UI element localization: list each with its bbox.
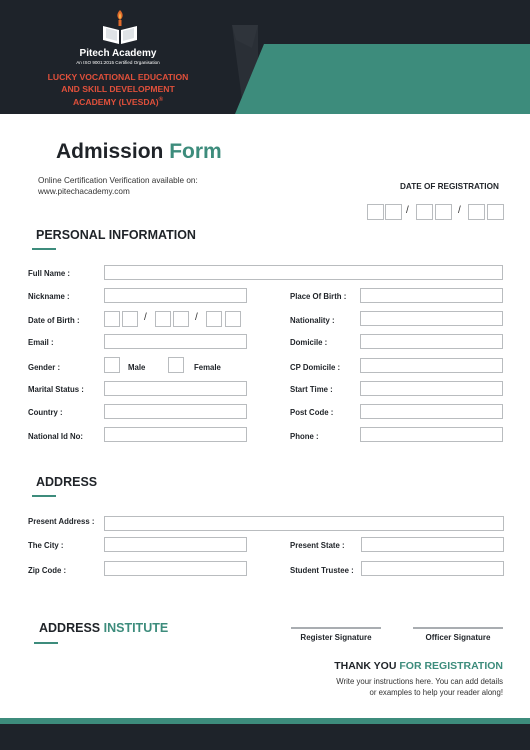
- address-heading: ADDRESS: [36, 475, 98, 489]
- present-state-field[interactable]: [361, 537, 504, 552]
- nationality-field[interactable]: [360, 311, 503, 326]
- reg-date-separator: /: [458, 205, 461, 216]
- reg-year-digit-2[interactable]: [487, 204, 504, 220]
- org-cert-text: An ISO 9001:2015 Certified Organisation: [76, 60, 160, 65]
- post-code-label: Post Code :: [290, 408, 334, 417]
- footer-bar: [0, 724, 530, 750]
- present-state-label: Present State :: [290, 541, 345, 550]
- register-signature-label: Register Signature: [300, 633, 372, 642]
- org-full-line1: LUCKY VOCATIONAL EDUCATION: [47, 72, 189, 82]
- register-signature-line[interactable]: [291, 627, 381, 629]
- nickname-label: Nickname :: [28, 292, 70, 301]
- verification-note: [38, 176, 258, 197]
- full-name-label: Full Name :: [28, 269, 71, 278]
- dob-month-digit-2[interactable]: [173, 311, 189, 327]
- city-field[interactable]: [104, 537, 247, 552]
- nationality-label: Nationality :: [290, 316, 335, 325]
- org-name: Pitech Academy: [79, 48, 157, 59]
- officer-signature-line[interactable]: [413, 627, 503, 629]
- title-part1: Admission: [56, 140, 164, 163]
- post-code-field[interactable]: [360, 404, 503, 419]
- dob-separator: /: [195, 312, 198, 323]
- institute-heading-part2: INSTITUTE: [103, 621, 169, 635]
- registered-mark: ®: [158, 97, 164, 103]
- header-banner: [0, 0, 530, 114]
- zip-code-field[interactable]: [104, 561, 247, 576]
- national-id-field[interactable]: [104, 427, 247, 442]
- country-field[interactable]: [104, 404, 247, 419]
- student-trustee-field[interactable]: [361, 561, 504, 576]
- page-title: [56, 140, 222, 164]
- present-address-field[interactable]: [104, 516, 504, 531]
- reg-day-digit-1[interactable]: [367, 204, 384, 220]
- dob-day-digit-1[interactable]: [104, 311, 120, 327]
- reg-month-digit-2[interactable]: [435, 204, 452, 220]
- zip-code-label: Zip Code :: [28, 566, 67, 575]
- thank-you-heading: [334, 660, 503, 672]
- place-of-birth-field[interactable]: [360, 288, 503, 303]
- start-time-field[interactable]: [360, 381, 503, 396]
- cp-domicile-label: CP Domicile :: [290, 363, 341, 372]
- email-label: Email :: [28, 338, 54, 347]
- personal-info-heading: PERSONAL INFORMATION: [36, 228, 196, 242]
- registration-date-label: DATE OF REGISTRATION: [400, 182, 499, 191]
- instructions-line2: or examples to help your reader along!: [369, 687, 503, 697]
- book-torch-logo-icon: [100, 8, 140, 46]
- reg-date-separator: /: [406, 205, 409, 216]
- reg-year-digit-1[interactable]: [468, 204, 485, 220]
- reg-day-digit-2[interactable]: [385, 204, 402, 220]
- instructions-text: [313, 677, 503, 698]
- org-certification: [0, 60, 236, 65]
- org-full-line2: AND SKILL DEVELOPMENT: [61, 83, 175, 94]
- instructions-line1: Write your instructions here. You can add details: [336, 677, 503, 686]
- start-time-label: Start Time :: [290, 385, 333, 394]
- gender-label: Gender :: [28, 363, 61, 372]
- national-id-label: National Id No:: [28, 432, 84, 441]
- student-trustee-label: Student Trustee :: [290, 566, 354, 575]
- gender-female-label: Female: [194, 363, 221, 372]
- thanks-part2: FOR REGISTRATION: [399, 660, 503, 672]
- dob-year-digit-1[interactable]: [206, 311, 222, 327]
- domicile-label: Domicile :: [290, 338, 328, 347]
- marital-status-label: Marital Status :: [28, 385, 84, 394]
- present-address-label: Present Address :: [28, 517, 95, 526]
- org-full-name: [0, 72, 236, 108]
- phone-label: Phone :: [290, 432, 319, 441]
- personal-info-underline: [32, 248, 56, 250]
- gender-male-label: Male: [128, 363, 146, 372]
- verification-line1: Online Certification Verification available on:: [38, 176, 198, 185]
- org-full-line3: [0, 95, 236, 108]
- city-label: The City :: [28, 541, 64, 550]
- address-underline: [32, 495, 56, 497]
- dob-month-digit-1[interactable]: [155, 311, 171, 327]
- domicile-field[interactable]: [360, 334, 503, 349]
- nickname-field[interactable]: [104, 288, 247, 303]
- full-name-field[interactable]: [104, 265, 503, 280]
- dob-year-digit-2[interactable]: [225, 311, 241, 327]
- reg-month-digit-1[interactable]: [416, 204, 433, 220]
- country-label: Country :: [28, 408, 63, 417]
- dob-separator: /: [144, 312, 147, 323]
- gender-male-checkbox[interactable]: [104, 357, 120, 373]
- officer-signature-label: Officer Signature: [425, 633, 491, 642]
- thanks-part1: THANK YOU: [334, 660, 397, 672]
- verification-url: www.pitechacademy.com: [38, 186, 130, 196]
- title-part2: Form: [169, 140, 222, 163]
- institute-underline: [34, 642, 58, 644]
- gender-female-checkbox[interactable]: [168, 357, 184, 373]
- dob-label: Date of Birth :: [28, 316, 80, 325]
- marital-status-field[interactable]: [104, 381, 247, 396]
- cp-domicile-field[interactable]: [360, 358, 503, 373]
- place-of-birth-label: Place Of Birth :: [290, 292, 347, 301]
- phone-field[interactable]: [360, 427, 503, 442]
- dob-day-digit-2[interactable]: [122, 311, 138, 327]
- institute-heading-part1: ADDRESS: [39, 621, 101, 635]
- email-field[interactable]: [104, 334, 247, 349]
- org-full-line3-text: ACADEMY (LVESDA): [72, 96, 159, 107]
- address-institute-heading: [39, 621, 168, 635]
